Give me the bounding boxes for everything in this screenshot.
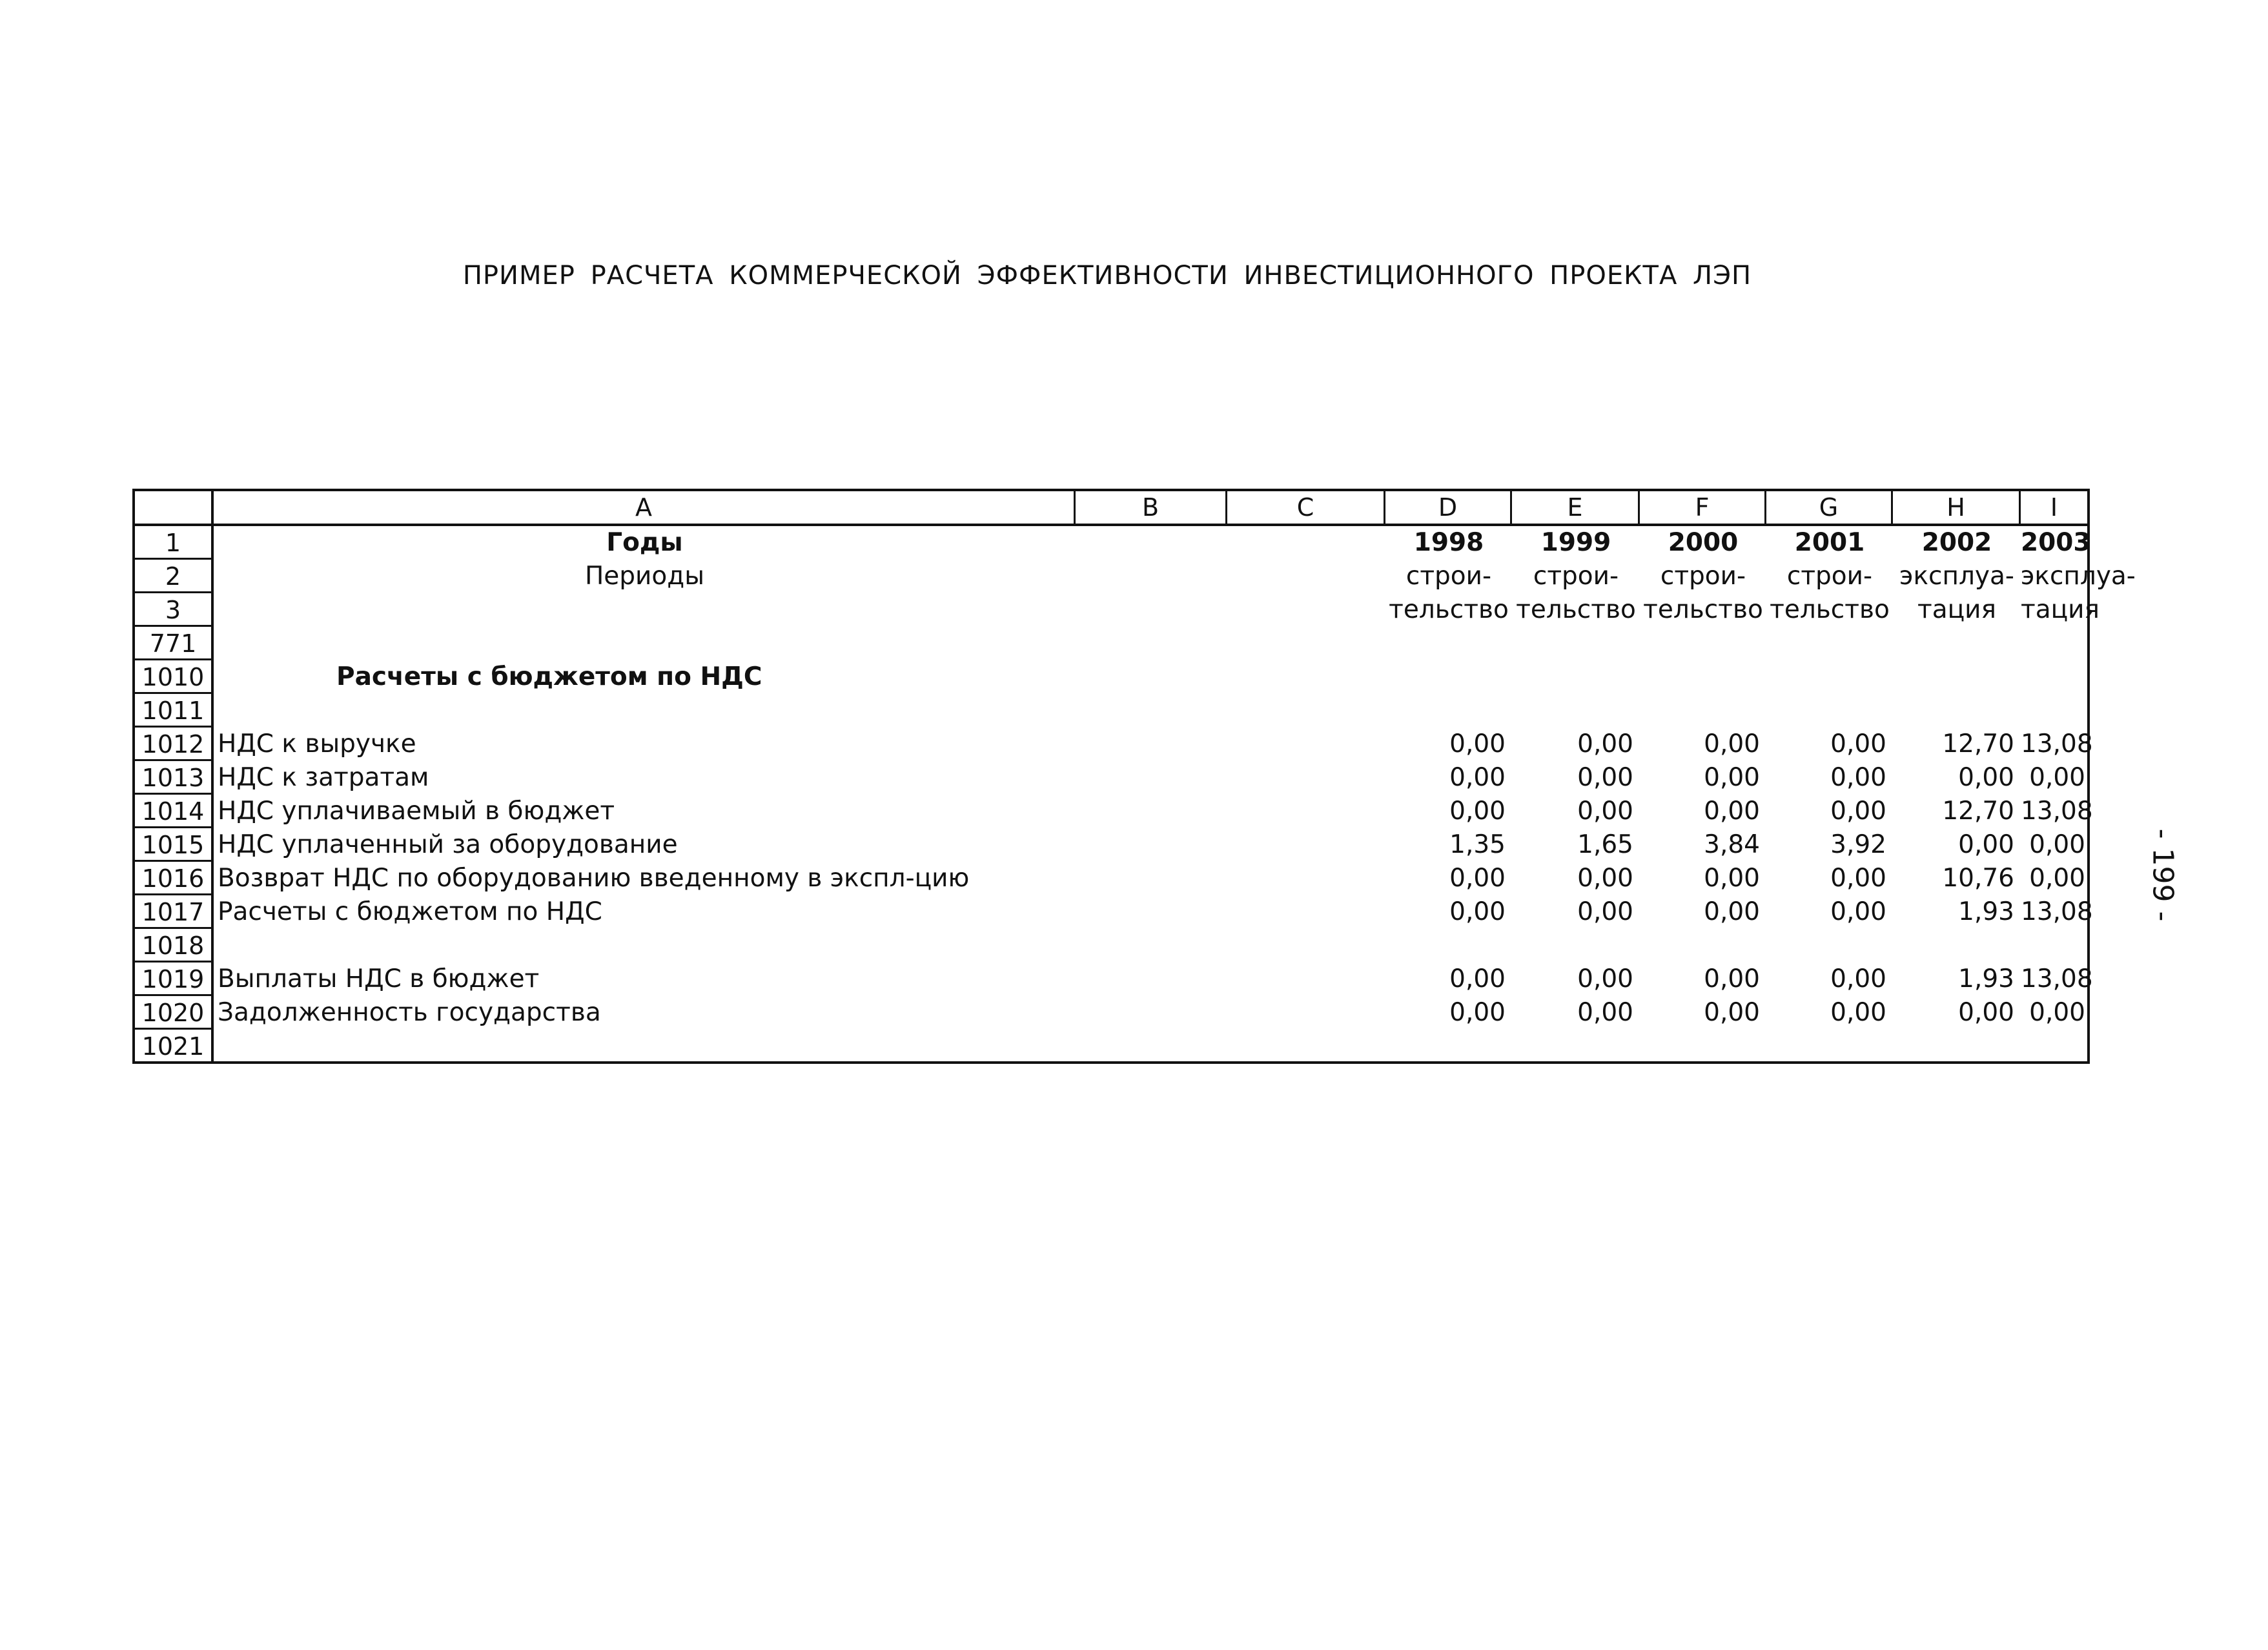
value-cell: 0,00 xyxy=(2029,998,2085,1027)
value-cell: 13,08 xyxy=(2021,729,2093,759)
period-line2: тельство xyxy=(1389,595,1509,624)
year-header: 2002 xyxy=(1921,528,1992,557)
value-cell: 0,00 xyxy=(1577,763,1633,792)
year-header: 1998 xyxy=(1413,528,1484,557)
value-cell: 0,00 xyxy=(1958,830,2014,859)
value-cell: 0,00 xyxy=(1577,964,1633,993)
value-cell: 0,00 xyxy=(1577,998,1633,1027)
row-number: 1018 xyxy=(135,929,211,962)
row-number: 1019 xyxy=(135,962,211,996)
value-cell: 0,00 xyxy=(1449,964,1506,993)
value-cell: 0,00 xyxy=(1704,864,1760,893)
year-header: 2001 xyxy=(1794,528,1865,557)
value-cell: 0,00 xyxy=(1704,729,1760,759)
value-cell: 0,00 xyxy=(1577,729,1633,759)
value-cell: 0,00 xyxy=(1704,998,1760,1027)
value-cell: 0,00 xyxy=(2029,864,2085,893)
value-cell: 0,00 xyxy=(1577,897,1633,926)
row-number: 1014 xyxy=(135,795,211,828)
value-cell: 0,00 xyxy=(1958,998,2014,1027)
value-cell: 0,00 xyxy=(1704,964,1760,993)
value-cell: 0,00 xyxy=(1830,729,1886,759)
value-cell: 12,70 xyxy=(1942,729,2014,759)
value-cell: 0,00 xyxy=(1704,763,1760,792)
value-cell: 0,00 xyxy=(1830,964,1886,993)
row-number: 1013 xyxy=(135,761,211,795)
value-cell: 12,70 xyxy=(1942,797,2014,826)
row-number: 1 xyxy=(135,526,211,560)
value-cell: 0,00 xyxy=(1958,763,2014,792)
spreadsheet-table xyxy=(132,489,2136,1064)
year-header: 2003 xyxy=(2021,528,2091,557)
period-line1: эксплуа- xyxy=(1899,562,2014,591)
value-cell: 1,35 xyxy=(1449,830,1506,859)
value-cell: 0,00 xyxy=(1830,864,1886,893)
row-number: 1016 xyxy=(135,862,211,895)
value-cell: 0,00 xyxy=(1704,897,1760,926)
section-title: Расчеты с бюджетом по НДС xyxy=(336,662,762,691)
periods-label: Периоды xyxy=(584,562,705,591)
year-header: 1999 xyxy=(1540,528,1611,557)
column-header-row xyxy=(135,491,2087,526)
column-header-d: D xyxy=(1385,491,1512,524)
value-cell: 0,00 xyxy=(1449,797,1506,826)
value-cell: 3,92 xyxy=(1830,830,1886,859)
row-label: НДС уплачиваемый в бюджет xyxy=(218,797,615,826)
row-number: 1017 xyxy=(135,895,211,929)
period-line1: строи- xyxy=(1533,562,1619,591)
value-cell: 0,00 xyxy=(1449,998,1506,1027)
value-cell: 0,00 xyxy=(1449,897,1506,926)
period-line2: тельство xyxy=(1516,595,1636,624)
column-header-h: H xyxy=(1893,491,2021,524)
year-header: 2000 xyxy=(1668,528,1739,557)
column-header-a: A xyxy=(214,491,1076,524)
row-number: 1015 xyxy=(135,828,211,862)
row-number: 1012 xyxy=(135,728,211,761)
period-line1: эксплуа- xyxy=(2021,562,2136,591)
column-header-b: B xyxy=(1076,491,1227,524)
row-number: 1020 xyxy=(135,996,211,1030)
value-cell: 13,08 xyxy=(2021,797,2093,826)
row-label: НДС уплаченный за оборудование xyxy=(218,830,678,859)
row-label: НДС к затратам xyxy=(218,763,429,792)
row-number: 3 xyxy=(135,593,211,627)
row-number: 771 xyxy=(135,627,211,660)
value-cell: 0,00 xyxy=(1449,763,1506,792)
row-number: 2 xyxy=(135,560,211,593)
row-number: 1011 xyxy=(135,694,211,728)
value-cell: 13,08 xyxy=(2021,897,2093,926)
period-line2: тация xyxy=(1917,595,1996,624)
years-label: Годы xyxy=(606,528,683,557)
period-line2: тельство xyxy=(1770,595,1890,624)
value-cell: 0,00 xyxy=(1830,998,1886,1027)
value-cell: 0,00 xyxy=(1449,864,1506,893)
value-cell: 0,00 xyxy=(1577,864,1633,893)
period-line1: строи- xyxy=(1660,562,1746,591)
value-cell: 3,84 xyxy=(1704,830,1760,859)
period-line1: строи- xyxy=(1786,562,1873,591)
value-cell: 0,00 xyxy=(2029,830,2085,859)
page-number: - 199 - xyxy=(2146,828,2180,922)
value-cell: 1,93 xyxy=(1958,897,2014,926)
period-line2: тельство xyxy=(1643,595,1763,624)
value-cell: 0,00 xyxy=(1449,729,1506,759)
row-label: Расчеты с бюджетом по НДС xyxy=(218,897,602,926)
period-line2: тация xyxy=(2021,595,2099,624)
value-cell: 0,00 xyxy=(1830,797,1886,826)
column-header-f: F xyxy=(1640,491,1766,524)
row-label: НДС к выручке xyxy=(218,729,416,759)
row-number-column xyxy=(135,526,214,1061)
row-number: 1010 xyxy=(135,660,211,694)
column-header-i: I xyxy=(2050,493,2058,522)
column-header-g: G xyxy=(1766,491,1893,524)
document-title: ПРИМЕР РАСЧЕТА КОММЕРЧЕСКОЙ ЭФФЕКТИВНОСТИ ИНВЕСТИЦИОННОГО ПРОЕКТА ЛЭП xyxy=(462,261,1752,290)
value-cell: 13,08 xyxy=(2021,964,2093,993)
column-header-e: E xyxy=(1512,491,1640,524)
row-label: Выплаты НДС в бюджет xyxy=(218,964,540,993)
row-label: Возврат НДС по оборудованию введенному в экспл-цию xyxy=(218,864,970,893)
value-cell: 0,00 xyxy=(1704,797,1760,826)
value-cell: 0,00 xyxy=(1830,897,1886,926)
column-header-c: C xyxy=(1227,491,1385,524)
value-cell: 1,93 xyxy=(1958,964,2014,993)
value-cell: 0,00 xyxy=(1577,797,1633,826)
row-number: 1021 xyxy=(141,1032,205,1061)
period-line1: строи- xyxy=(1405,562,1492,591)
value-cell: 0,00 xyxy=(2029,763,2085,792)
row-label: Задолженность государства xyxy=(218,998,601,1027)
value-cell: 10,76 xyxy=(1942,864,2014,893)
value-cell: 1,65 xyxy=(1577,830,1633,859)
value-cell: 0,00 xyxy=(1830,763,1886,792)
